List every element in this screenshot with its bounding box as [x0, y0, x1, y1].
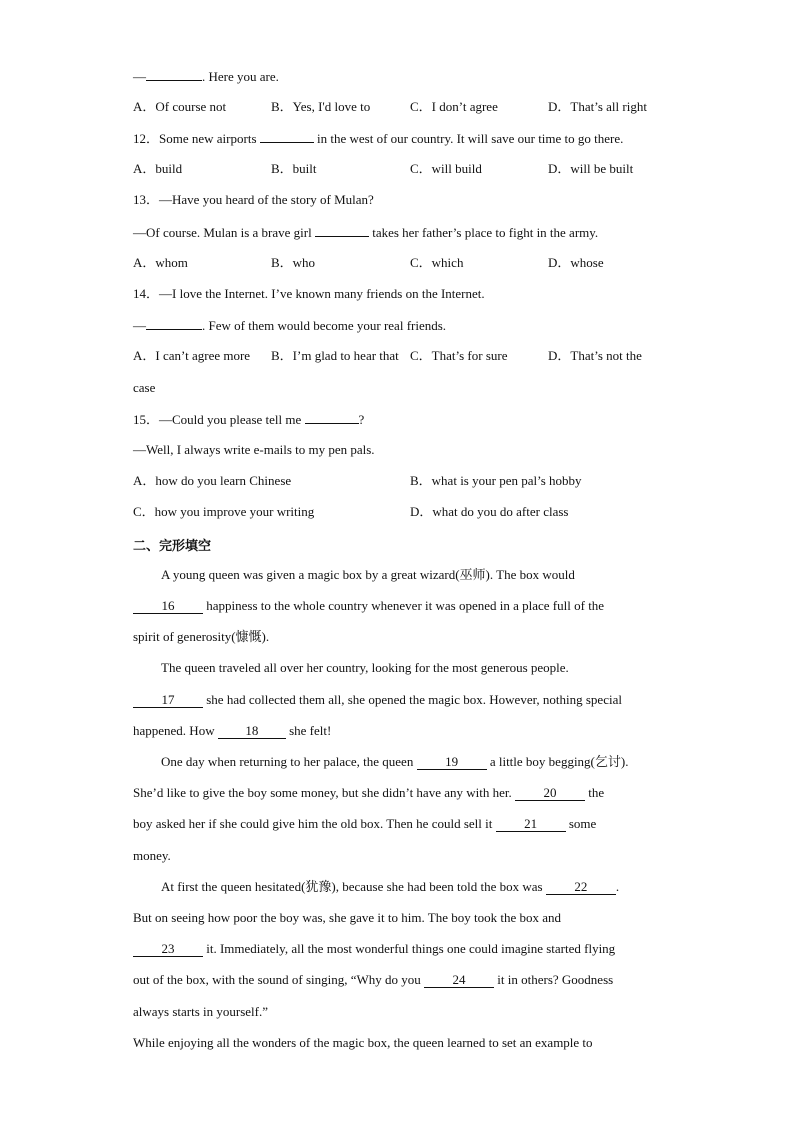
passage-p5-line1: While enjoying all the wonders of the magic box, the queen learned to set an example to	[133, 1035, 593, 1050]
option-text: Yes, I'd love to	[292, 99, 371, 114]
answer-blank[interactable]	[315, 224, 369, 237]
dash: —	[133, 318, 146, 333]
option-text: who	[292, 255, 316, 270]
option-letter: D．	[548, 99, 571, 114]
question-number: 15．	[133, 412, 160, 427]
q12-option-a[interactable]	[133, 161, 182, 177]
q11-option-b[interactable]	[271, 99, 370, 115]
passage-text: the	[588, 785, 605, 800]
q12-option-b[interactable]	[271, 161, 317, 177]
option-text: which	[431, 255, 464, 270]
cloze-blank-19[interactable]: 19	[417, 755, 487, 770]
question-number: 13．	[133, 192, 160, 207]
passage-text: boy asked her if she could give him the old box. Then he could sell it	[133, 816, 493, 831]
passage-text: it in others? Goodness	[497, 972, 614, 987]
option-letter: A．	[133, 473, 156, 488]
option-letter: C．	[410, 255, 432, 270]
option-letter: C．	[410, 161, 432, 176]
passage-p4-line3	[133, 941, 615, 957]
passage-text: it. Immediately, all the most wonderful things one could imagine started flying	[206, 941, 616, 956]
passage-p1-line3: spirit of generosity(慷慨).	[133, 629, 270, 644]
option-text: built	[292, 161, 317, 176]
passage-p4-line2: But on seeing how poor the boy was, she gave it to him. The boy took the box and	[133, 910, 561, 925]
passage-p1-line2	[133, 598, 604, 614]
option-text: what do you do after class	[432, 504, 569, 519]
option-letter: D．	[548, 161, 571, 176]
q14-option-d-wrap: case	[133, 380, 156, 395]
q13-stem-text: —Have you heard of the story of Mulan?	[159, 192, 374, 207]
passage-text: At first the queen hesitated(犹豫), because she had been told the box was	[161, 879, 543, 894]
q12-stem	[133, 130, 623, 147]
answer-blank[interactable]	[146, 68, 202, 81]
passage-text: happened. How	[133, 723, 215, 738]
cloze-blank-21[interactable]: 21	[496, 817, 566, 832]
q11-option-d[interactable]	[548, 99, 647, 115]
dash: —	[133, 69, 146, 84]
q11-prompt	[133, 68, 279, 85]
question-number: 12．	[133, 131, 160, 146]
option-letter: B．	[271, 255, 293, 270]
option-letter: D．	[548, 255, 571, 270]
passage-p4-line4	[133, 972, 613, 988]
passage-text: .	[615, 879, 620, 894]
passage-p1-line1: A young queen was given a magic box by a great wizard(巫师). The box would	[161, 567, 575, 582]
passage-p3-line4: money.	[133, 848, 171, 863]
option-letter: B．	[271, 348, 293, 363]
passage-text: out of the box, with the sound of singing, “Why do you	[133, 972, 421, 987]
option-letter: A．	[133, 255, 156, 270]
q13-line2-start: —Of course. Mulan is a brave girl	[133, 225, 312, 240]
passage-p3-line3	[133, 816, 596, 832]
passage-p4-line1	[161, 879, 619, 895]
option-text: That’s for sure	[431, 348, 508, 363]
option-text: will be built	[570, 161, 634, 176]
passage-text: she had collected them all, she opened the magic box. However, nothing special	[206, 692, 622, 707]
passage-text: a little boy begging(乞讨).	[489, 754, 629, 769]
option-letter: D．	[410, 504, 433, 519]
passage-p2-line1: The queen traveled all over her country, looking for the most generous people.	[161, 660, 569, 675]
q15-option-a[interactable]	[133, 473, 291, 489]
q15-stem-start: —Could you please tell me	[159, 412, 302, 427]
q15-option-d[interactable]	[410, 504, 569, 520]
option-text: That’s all right	[570, 99, 647, 114]
q13-option-d[interactable]	[548, 255, 604, 271]
passage-text: One day when returning to her palace, the queen	[161, 754, 414, 769]
cloze-blank-18[interactable]: 18	[218, 724, 286, 739]
option-letter: C．	[410, 99, 432, 114]
cloze-blank-22[interactable]: 22	[546, 880, 616, 895]
q12-stem-end: in the west of our country. It will save our time to go there.	[317, 131, 624, 146]
answer-blank[interactable]	[146, 317, 202, 330]
q13-stem	[133, 192, 374, 208]
option-letter: B．	[410, 473, 432, 488]
q12-option-c[interactable]	[410, 161, 482, 177]
option-text: whose	[570, 255, 604, 270]
q14-line2	[133, 317, 446, 334]
cloze-blank-16[interactable]: 16	[133, 599, 203, 614]
q14-stem	[133, 286, 485, 302]
option-letter: A．	[133, 348, 156, 363]
passage-text: She’d like to give the boy some money, but she didn’t have any with her.	[133, 785, 512, 800]
cloze-blank-24[interactable]: 24	[424, 973, 494, 988]
q15-option-b[interactable]	[410, 473, 582, 489]
cloze-blank-20[interactable]: 20	[515, 786, 585, 801]
section-heading: 二、完形填空	[133, 539, 212, 554]
option-text: whom	[155, 255, 188, 270]
option-letter: A．	[133, 161, 156, 176]
passage-p4-line5: always starts in yourself.”	[133, 1004, 269, 1019]
q15-option-c[interactable]	[133, 504, 314, 520]
option-text: Of course not	[155, 99, 227, 114]
passage-text: some	[568, 816, 597, 831]
q13-line2	[133, 224, 598, 241]
option-text: I can’t agree more	[155, 348, 251, 363]
q11-option-a[interactable]	[133, 99, 226, 115]
q14-option-a[interactable]	[133, 348, 250, 364]
passage-p3-line2	[133, 785, 604, 801]
cloze-blank-23[interactable]: 23	[133, 942, 203, 957]
option-text: That’s not the	[570, 348, 642, 363]
q14-option-d[interactable]	[548, 348, 642, 364]
question-number: 14．	[133, 286, 160, 301]
option-text: build	[155, 161, 183, 176]
q12-stem-start: Some new airports	[159, 131, 257, 146]
passage-text: she felt!	[289, 723, 332, 738]
q15-stem-end: ?	[358, 412, 365, 427]
option-text: will build	[431, 161, 482, 176]
q13-option-c[interactable]	[410, 255, 463, 271]
option-letter: C．	[410, 348, 432, 363]
q13-option-b[interactable]	[271, 255, 315, 271]
option-text: I’m glad to hear that	[292, 348, 399, 363]
passage-p3-line1	[161, 754, 628, 770]
q15-stem	[133, 411, 364, 428]
cloze-blank-17[interactable]: 17	[133, 693, 203, 708]
q13-line2-end: takes her father’s place to fight in the army.	[372, 225, 599, 240]
q12-option-d[interactable]	[548, 161, 633, 177]
option-text: how you improve your writing	[154, 504, 315, 519]
option-text: how do you learn Chinese	[155, 473, 292, 488]
option-text: I don’t agree	[431, 99, 498, 114]
q13-option-a[interactable]	[133, 255, 188, 271]
option-text: what is your pen pal’s hobby	[431, 473, 582, 488]
passage-p2-line3	[133, 723, 331, 739]
passage-text: happiness to the whole country whenever it was opened in a place full of the	[206, 598, 605, 613]
q11-option-c[interactable]	[410, 99, 498, 115]
q11-prompt-text: . Here you are.	[202, 69, 279, 84]
q14-option-c[interactable]	[410, 348, 507, 364]
q14-option-b[interactable]	[271, 348, 399, 364]
option-letter: A．	[133, 99, 156, 114]
q14-line2-end: . Few of them would become your real friends.	[202, 318, 447, 333]
option-letter: C．	[133, 504, 155, 519]
option-letter: B．	[271, 161, 293, 176]
option-letter: D．	[548, 348, 571, 363]
answer-blank[interactable]	[305, 411, 359, 424]
option-letter: B．	[271, 99, 293, 114]
q15-line2: —Well, I always write e-mails to my pen pals.	[133, 442, 375, 457]
passage-p2-line2	[133, 692, 622, 708]
q14-stem-text: —I love the Internet. I’ve known many friends on the Internet.	[159, 286, 485, 301]
answer-blank[interactable]	[260, 130, 314, 143]
